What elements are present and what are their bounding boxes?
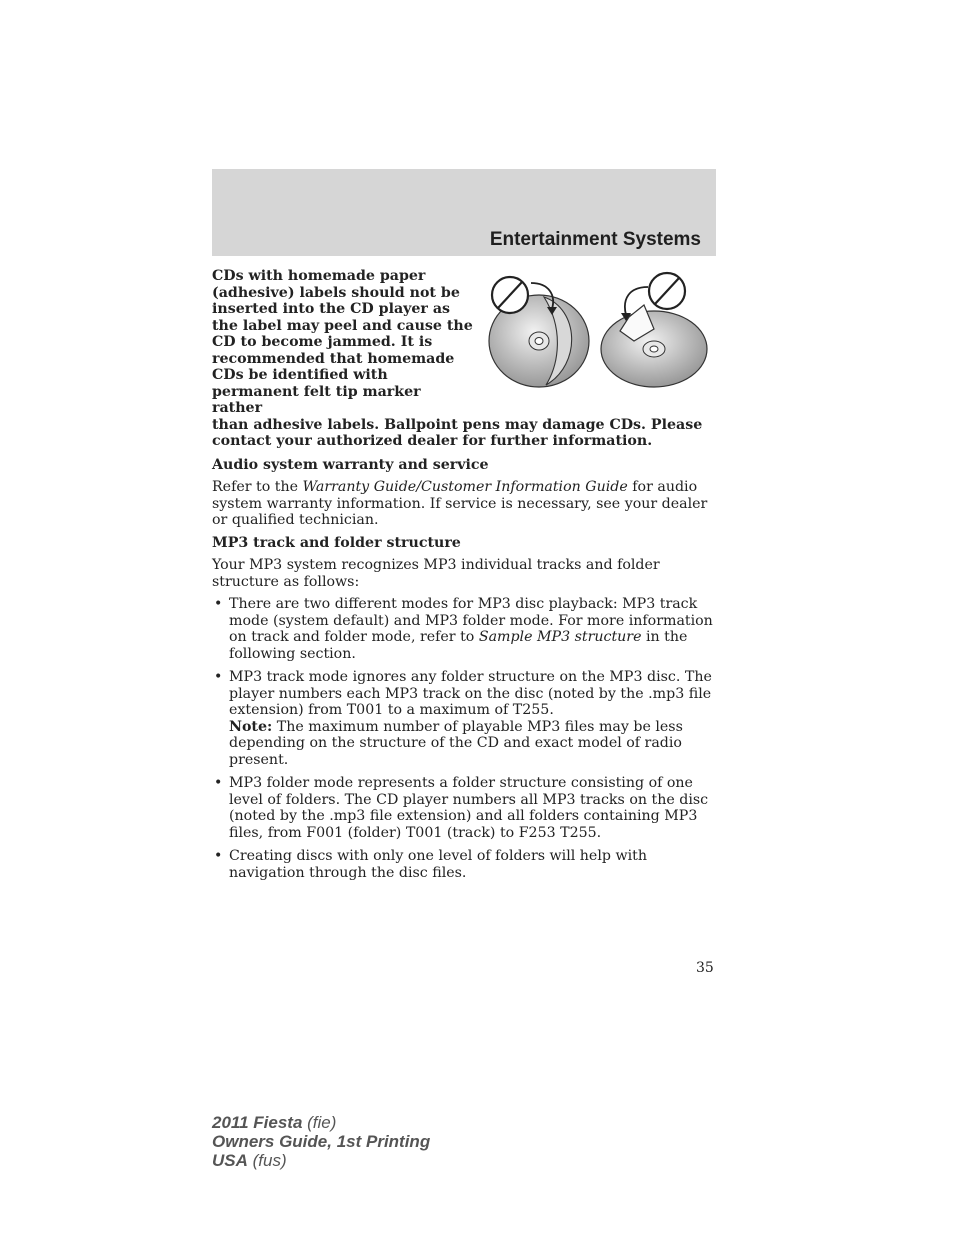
bullet-text: Creating discs with only one level of folders will help with navigation through the disc files. bbox=[229, 848, 647, 881]
bullet-italic-ref: Sample MP3 structure bbox=[478, 629, 642, 645]
note-text: The maximum number of playable MP3 files may be less depending on the structure of the CD and exact model of radio present. bbox=[229, 718, 683, 768]
section-header-band bbox=[212, 169, 716, 256]
warranty-guide-title: Warranty Guide/Customer Information Guide bbox=[302, 479, 628, 495]
footer-line-guide bbox=[212, 1132, 430, 1151]
mp3-bullet-list bbox=[212, 596, 716, 881]
bullet-icon: • bbox=[214, 848, 223, 864]
mp3-intro: Your MP3 system recognizes MP3 individual tracks and folder structure as follows: bbox=[212, 557, 660, 590]
warranty-text-post: for audio system warranty information. If service is necessary, see your dealer or qualified technician. bbox=[212, 479, 708, 528]
list-item bbox=[212, 848, 716, 881]
list-item bbox=[212, 669, 716, 768]
cd-label-caution bbox=[212, 268, 716, 450]
bullet-icon: • bbox=[214, 596, 223, 612]
bullet-icon: • bbox=[214, 669, 223, 685]
page-content bbox=[212, 268, 716, 888]
bullet-text: There are two different modes for MP3 disc playback: MP3 track mode (system default) and MP3 folder mode. For more information on track and folder mode, refer to bbox=[229, 596, 713, 645]
cd-label-caution-text-b: than adhesive labels. Ballpoint pens may damage CDs. Please contact your authorized dealer for further information. bbox=[212, 416, 703, 449]
bullet-text: in the following section. bbox=[229, 629, 688, 662]
footer-line-model bbox=[212, 1113, 430, 1132]
bullet-text: MP3 folder mode represents a folder structure consisting of one level of folders. The CD player numbers all MP3 tracks on the disc (noted by the .mp3 file extension) and all folders containing MP3 files, from F001 (folder) T001 (track) to F253 T255. bbox=[229, 775, 709, 841]
footer-line-market bbox=[212, 1151, 430, 1170]
warranty-paragraph bbox=[212, 479, 716, 529]
footer-model: 2011 Fiesta bbox=[212, 1113, 303, 1132]
warranty-text-pre: Refer to the bbox=[212, 479, 303, 495]
bullet-text: MP3 track mode ignores any folder structure on the MP3 disc. The player numbers each MP3 track on the disc (noted by the .mp3 file extension) from T001 to a maximum of T255. bbox=[229, 669, 712, 718]
cd-label-caution-text-a: CDs with homemade paper (adhesive) labels should not be inserted into the CD player as the label may peel and cause the CD to become jammed. It is recommended that homemade CDs be identified with permanent felt tip marker rather bbox=[212, 268, 473, 416]
footer bbox=[212, 1113, 430, 1170]
footer-market: USA bbox=[212, 1151, 248, 1170]
page-number: 35 bbox=[696, 960, 714, 976]
footer-model-code: (fie) bbox=[302, 1113, 337, 1132]
list-item bbox=[212, 596, 716, 662]
list-item bbox=[212, 775, 716, 841]
section-title: Entertainment Systems bbox=[489, 229, 701, 250]
mp3-heading: MP3 track and folder structure bbox=[212, 534, 461, 551]
footer-guide: Owners Guide, 1st Printing bbox=[212, 1132, 431, 1151]
note-label: Note: bbox=[229, 718, 273, 735]
footer-market-code: (fus) bbox=[247, 1151, 287, 1170]
bullet-icon: • bbox=[214, 775, 223, 791]
warranty-heading: Audio system warranty and service bbox=[212, 456, 489, 473]
note bbox=[229, 719, 716, 769]
